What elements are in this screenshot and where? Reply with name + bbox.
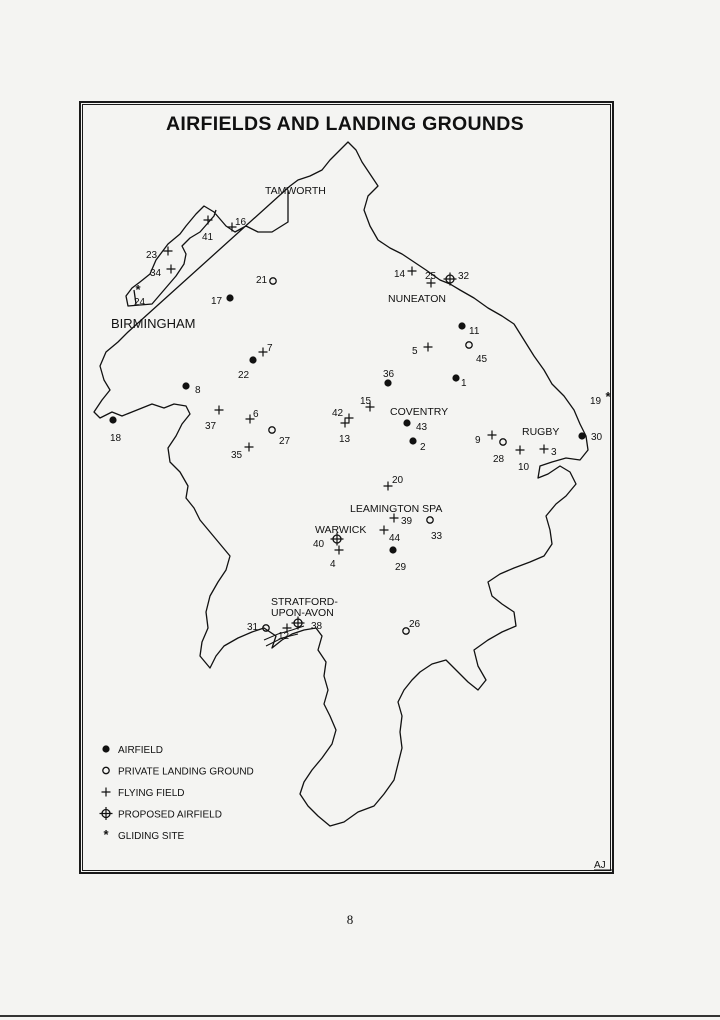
site-37-label: 37: [205, 421, 217, 432]
site-37-flying-marker: [215, 406, 224, 415]
site-45-private-marker: [466, 342, 472, 348]
site-5-label: 5: [412, 346, 418, 357]
site-45-private-marker-ring: [466, 342, 472, 348]
site-4-flying-marker-cross: [335, 546, 344, 555]
site-22-label: 22: [238, 370, 250, 381]
site-12-label: 12: [278, 631, 290, 642]
site-29-airfield-marker-dot: [389, 546, 396, 553]
site-41-flying-marker: [204, 216, 213, 225]
site-27-private-marker-ring: [269, 427, 275, 433]
site-1-airfield-marker: [452, 374, 459, 381]
site-37-flying-marker-cross: [215, 406, 224, 415]
legend-airfield-label: AIRFIELD: [118, 745, 164, 756]
legend-airfield-symbol: [102, 745, 109, 752]
initials-mark: [594, 860, 612, 871]
site-41-label: 41: [202, 232, 214, 243]
site-44-flying-marker: [380, 526, 389, 535]
site-43-label: 43: [416, 422, 428, 433]
site-18-airfield-marker-dot: [109, 416, 116, 423]
place-stratford-line2: UPON-AVON: [271, 607, 334, 619]
site-3-flying-marker: [540, 445, 549, 454]
site-2-airfield-marker: [409, 437, 416, 444]
place-coventry: COVENTRY: [390, 406, 449, 418]
legend-flying-symbol: [102, 788, 111, 797]
legend-private-symbol: [103, 767, 109, 773]
page-number: 8: [346, 912, 354, 927]
site-30-airfield-marker-dot: [578, 432, 585, 439]
site-41-flying-marker-cross: [204, 216, 213, 225]
site-2-label: 2: [420, 442, 426, 453]
site-2-airfield-marker-dot: [409, 437, 416, 444]
site-20-label: 20: [392, 475, 404, 486]
bottom-rule: [0, 1015, 720, 1017]
site-9-label: 9: [475, 435, 481, 446]
place-nuneaton: NUNEATON: [388, 293, 446, 305]
site-31-label: 31: [247, 622, 259, 633]
site-1-label: 1: [461, 378, 467, 389]
site-36-label: 36: [383, 369, 395, 380]
legend-airfield-symbol-dot: [102, 745, 109, 752]
site-29-label: 29: [395, 562, 407, 573]
site-18-airfield-marker: [109, 416, 116, 423]
site-22-airfield-marker-dot: [249, 356, 256, 363]
site-16-label: 16: [235, 217, 247, 228]
site-42-flying-marker: [345, 414, 354, 423]
site-36-airfield-marker-dot: [384, 379, 391, 386]
site-28-private-marker: [500, 439, 506, 445]
legend-flying-symbol-cross: [102, 788, 111, 797]
site-33-private-marker-ring: [427, 517, 433, 523]
site-14-label: 14: [394, 269, 406, 280]
site-26-label: 26: [409, 619, 421, 630]
place-leamington-spa: LEAMINGTON SPA: [350, 503, 443, 515]
legend-gliding-symbol-star: *: [103, 827, 109, 842]
map-legend: [100, 745, 254, 842]
initials-text: AJ: [594, 860, 606, 871]
site-23-label: 23: [146, 250, 158, 261]
site-10-flying-marker: [516, 446, 525, 455]
site-34-label: 34: [150, 268, 162, 279]
legend-gliding-symbol: [103, 827, 109, 842]
site-6-label: 6: [253, 409, 259, 420]
site-8-airfield-marker: [182, 382, 189, 389]
map-title: AIRFIELDS AND LANDING GROUNDS: [166, 113, 524, 135]
site-3-label: 3: [551, 447, 557, 458]
site-43-airfield-marker-dot: [403, 419, 410, 426]
site-35-flying-marker-cross: [245, 443, 254, 452]
site-5-flying-marker-cross: [424, 343, 433, 352]
place-birmingham: BIRMINGHAM: [111, 316, 196, 331]
site-24-gliding-marker-star: *: [135, 282, 141, 297]
site-13-flying-marker: [341, 419, 350, 428]
site-11-label: 11: [469, 326, 480, 337]
site-21-private-marker-ring: [270, 278, 276, 284]
legend-private-symbol-ring: [103, 767, 109, 773]
site-24-label: 24: [134, 297, 146, 308]
site-15-label: 15: [360, 396, 372, 407]
site-7-label: 7: [267, 343, 273, 354]
site-45-label: 45: [476, 354, 488, 365]
site-14-flying-marker-cross: [408, 267, 417, 276]
site-13-flying-marker-cross: [341, 419, 350, 428]
site-27-private-marker: [269, 427, 275, 433]
site-10-flying-marker-cross: [516, 446, 525, 455]
site-19-label: 19: [590, 396, 602, 407]
site-44-label: 44: [389, 533, 401, 544]
site-17-airfield-marker-dot: [226, 294, 233, 301]
site-39-label: 39: [401, 516, 413, 527]
site-11-airfield-marker-dot: [458, 322, 465, 329]
site-38-label: 38: [311, 621, 323, 632]
place-tamworth: TAMWORTH: [265, 185, 326, 197]
site-33-private-marker: [427, 517, 433, 523]
site-35-flying-marker: [245, 443, 254, 452]
site-14-flying-marker: [408, 267, 417, 276]
place-rugby: RUGBY: [522, 426, 560, 438]
site-markers: [109, 216, 611, 635]
site-11-airfield-marker: [458, 322, 465, 329]
site-3-flying-marker-cross: [540, 445, 549, 454]
legend-gliding-label: GLIDING SITE: [118, 831, 185, 842]
site-40-label: 40: [313, 539, 325, 550]
site-18-label: 18: [110, 433, 122, 444]
site-17-airfield-marker: [226, 294, 233, 301]
site-34-flying-marker: [167, 265, 176, 274]
site-32-proposed-marker-cross: [444, 273, 457, 286]
site-30-label: 30: [591, 432, 603, 443]
site-19-gliding-marker-star: *: [605, 389, 611, 404]
site-25-label: 25: [425, 271, 437, 282]
legend-private-label: PRIVATE LANDING GROUND: [118, 766, 254, 778]
site-32-proposed-marker: [444, 273, 457, 286]
site-4-label: 4: [330, 559, 336, 570]
site-9-flying-marker-cross: [488, 431, 497, 440]
site-27-label: 27: [279, 436, 291, 447]
site-1-airfield-marker-dot: [452, 374, 459, 381]
site-28-label: 28: [493, 454, 505, 465]
place-stratford-line1: STRATFORD-: [271, 596, 338, 608]
site-33-label: 33: [431, 531, 443, 542]
site-42-flying-marker-cross: [345, 414, 354, 423]
site-42-label: 42: [332, 408, 344, 419]
site-17-label: 17: [211, 296, 223, 307]
legend-proposed-label: PROPOSED AIRFIELD: [118, 809, 222, 821]
site-21-private-marker: [270, 278, 276, 284]
site-9-flying-marker: [488, 431, 497, 440]
site-10-label: 10: [518, 462, 530, 473]
site-32-label: 32: [458, 271, 470, 282]
site-36-airfield-marker: [384, 379, 391, 386]
site-4-flying-marker: [335, 546, 344, 555]
place-warwick: WARWICK: [315, 524, 367, 536]
county-boundary: [94, 142, 588, 826]
place-names: [111, 185, 559, 619]
site-22-airfield-marker: [249, 356, 256, 363]
site-30-airfield-marker: [578, 432, 585, 439]
legend-proposed-symbol-cross: [100, 807, 113, 820]
site-34-flying-marker-cross: [167, 265, 176, 274]
legend-flying-label: FLYING FIELD: [118, 788, 185, 799]
legend-proposed-symbol: [100, 807, 113, 820]
site-29-airfield-marker: [389, 546, 396, 553]
site-28-private-marker-ring: [500, 439, 506, 445]
site-5-flying-marker: [424, 343, 433, 352]
site-8-label: 8: [195, 385, 201, 396]
site-19-gliding-marker: [605, 389, 611, 404]
site-35-label: 35: [231, 450, 243, 461]
site-21-label: 21: [256, 275, 268, 286]
site-44-flying-marker-cross: [380, 526, 389, 535]
site-24-gliding-marker: [135, 282, 141, 297]
site-8-airfield-marker-dot: [182, 382, 189, 389]
site-13-label: 13: [339, 434, 351, 445]
site-43-airfield-marker: [403, 419, 410, 426]
